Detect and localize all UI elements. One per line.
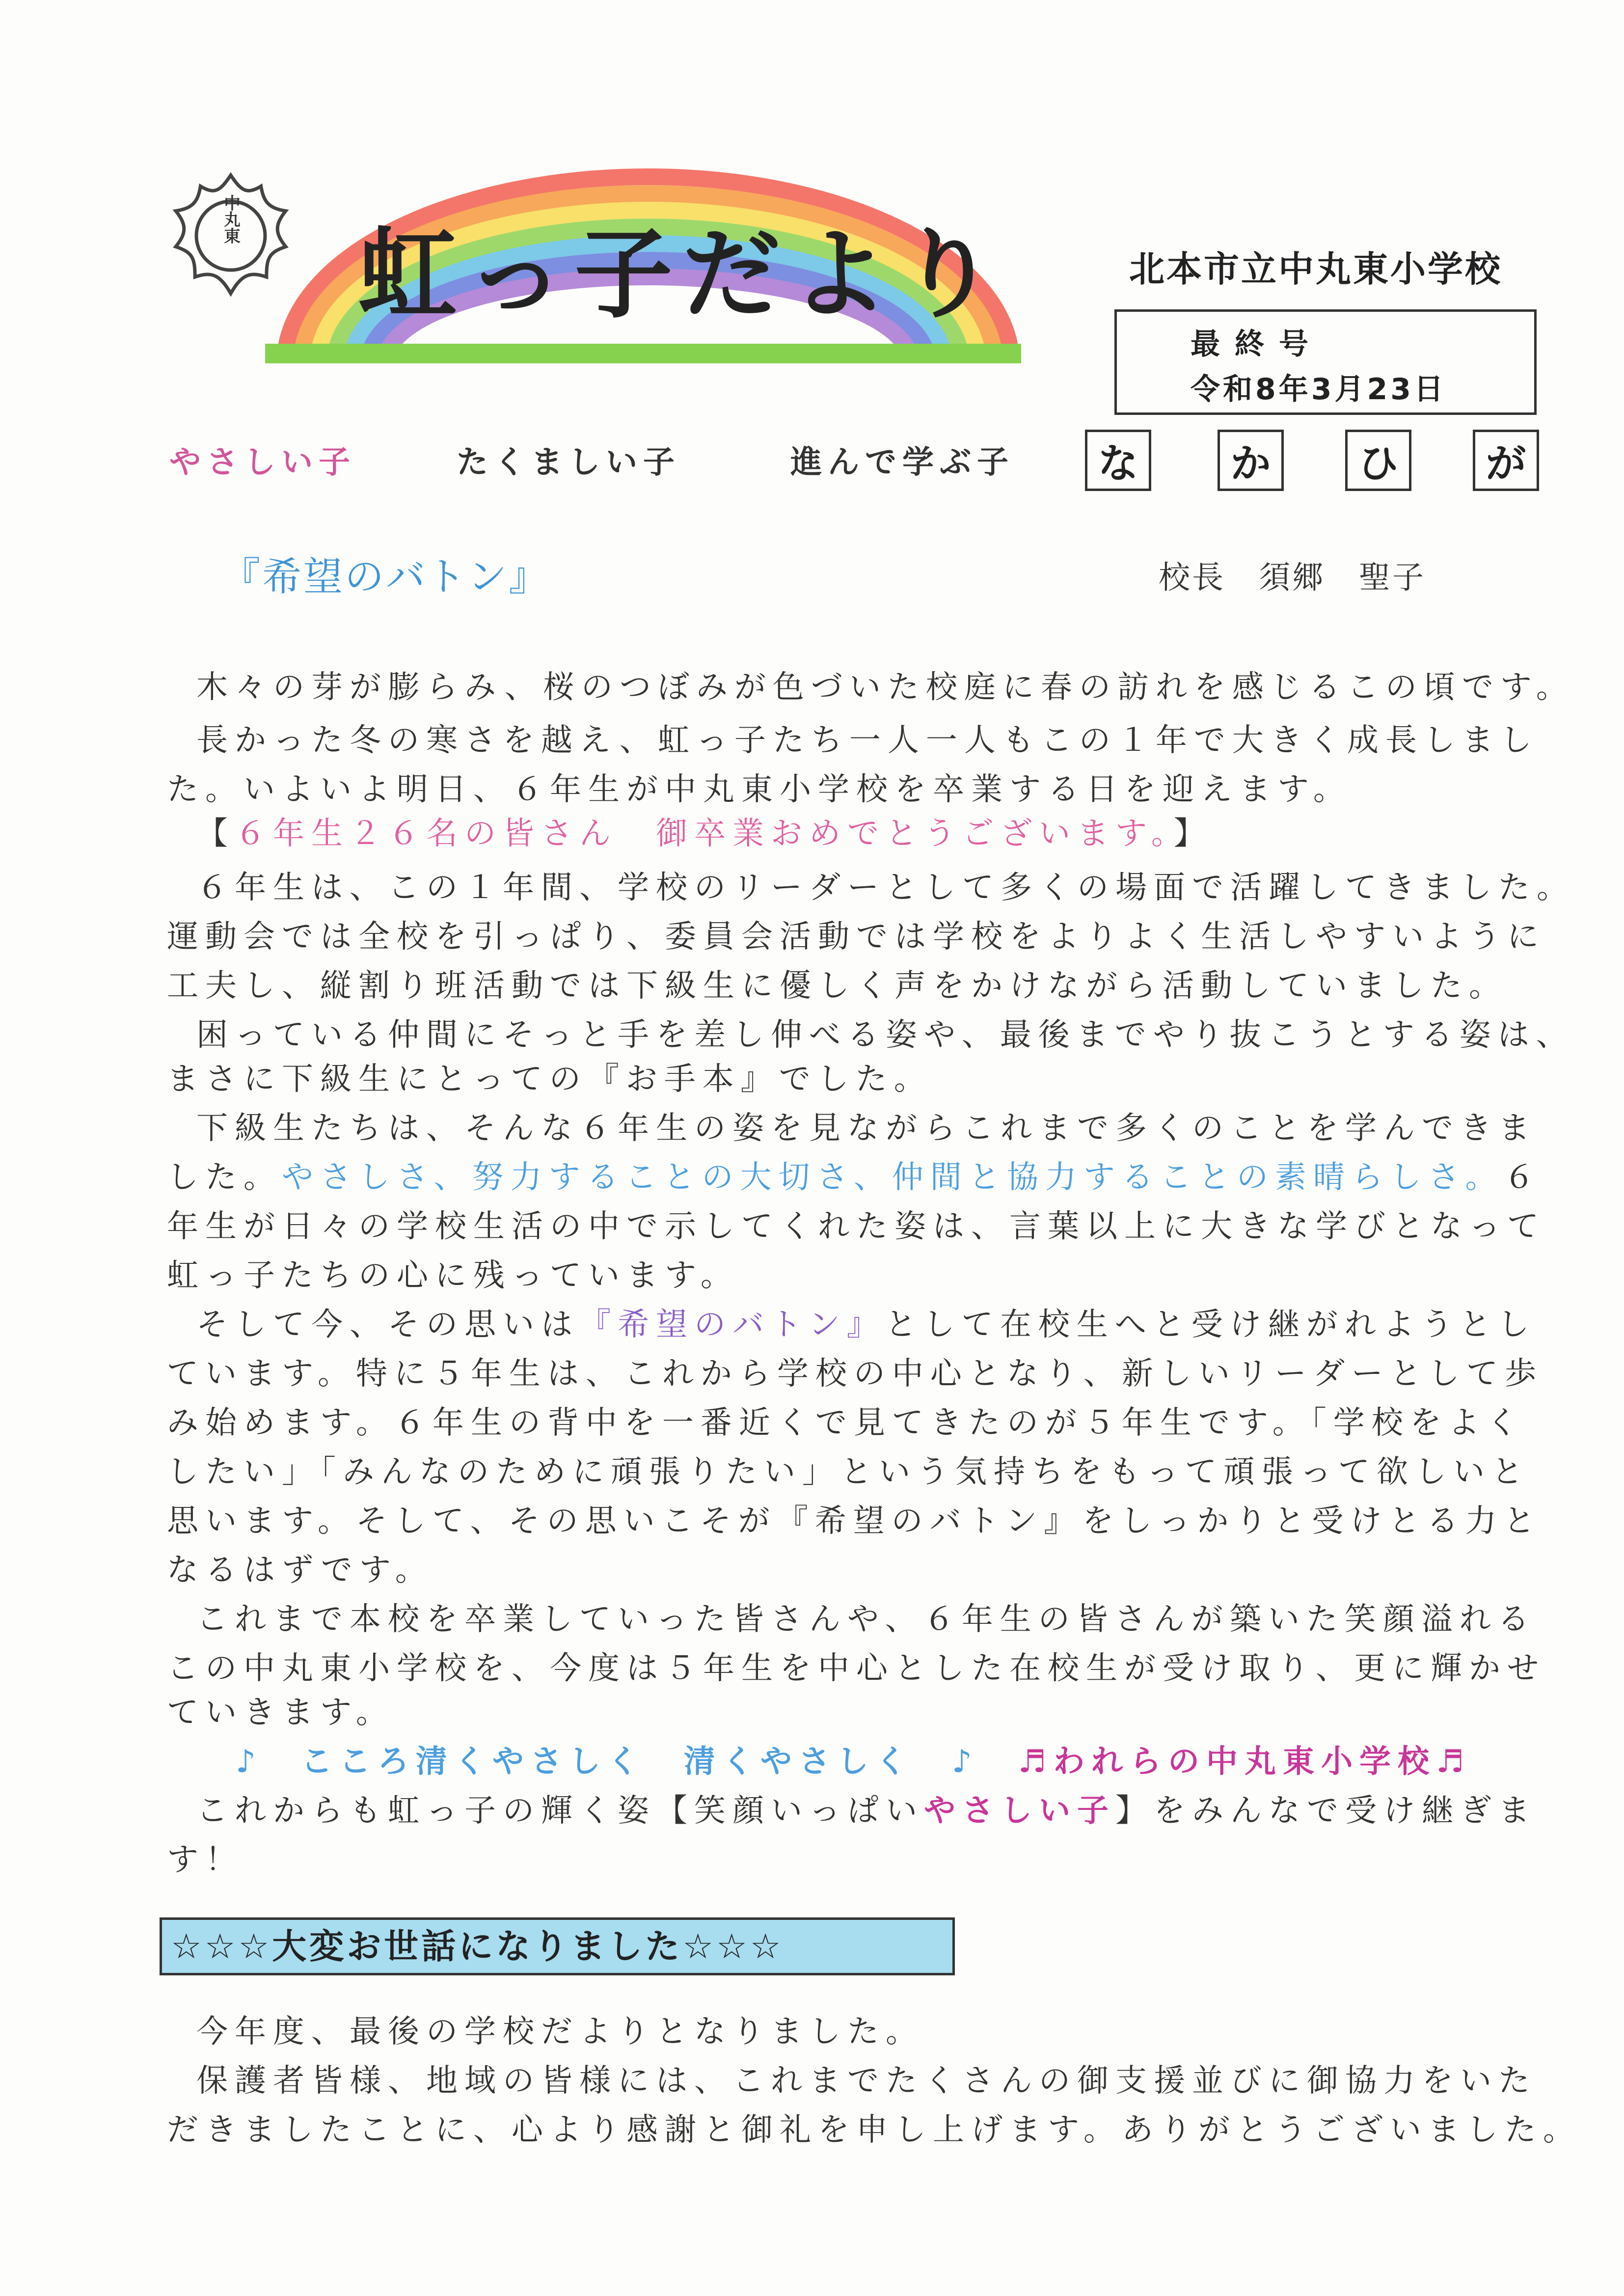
kana-box-ka: か (1218, 430, 1284, 491)
issue-label: 最終号 (1191, 327, 1323, 361)
thanks-section-heading: ☆☆☆大変お世話になりました☆☆☆ (160, 1917, 955, 1975)
line-text: た。いよいよ明日、６年生が中丸東小学校を卒業する日を迎えます。 (167, 771, 1352, 808)
line-text: まさに下級生にとっての『お手本』でした。 (167, 1061, 932, 1097)
line-text: 困っている仲間にそっと手を差し伸べる姿や、最後までやり抜こうとする姿は、 (196, 1017, 1574, 1053)
line-text: した。 (167, 1159, 282, 1196)
bracket-open: 【 (196, 816, 235, 852)
article-line (167, 1256, 739, 1295)
line-text: 運動会では全校を引っぱり、委員会活動では学校をよりよく生活しやすいように (167, 919, 1545, 955)
article-line (167, 770, 1352, 809)
line-text: なるはずです。 (167, 1552, 433, 1588)
line-text: 工夫し、縦割り班活動では下級生に優しく声をかけながら活動していました。 (167, 968, 1507, 1004)
line-text: 思います。そして、その思いこそが『希望のバトン』をしっかりと受けとる力と (167, 1503, 1542, 1539)
article-line (167, 1551, 433, 1590)
school-song-line (236, 1742, 1471, 1781)
article-line (167, 1452, 1530, 1492)
hope-baton-text: 『希望のバトン』 (579, 1307, 885, 1343)
kana-box-hi: ひ (1345, 430, 1411, 491)
line-text: これまで本校を卒業していった皆さんや、６年生の皆さんが築いた笑顔溢れる (196, 1601, 1536, 1638)
song-title: ♬われらの中丸東小学校♬ (1018, 1744, 1471, 1780)
article-line (196, 1791, 1537, 1831)
article-line (196, 868, 1575, 907)
bracket-close: 】 (1173, 816, 1212, 852)
article-author: 校長 須郷 聖子 (1159, 560, 1426, 596)
school-name: 北本市立中丸東小学校 (1129, 248, 1503, 290)
thanks-line: 今年度、最後の学校だよりとなりました。 (196, 2014, 924, 2050)
line-text: 虹っ子たちの心に残っています。 (167, 1257, 739, 1294)
article-line (196, 814, 1212, 853)
line-text: 長かった冬の寒さを越え、虹っ子たち一人一人もこの１年で大きく成長しまし (196, 722, 1539, 759)
article-line (196, 1600, 1536, 1639)
line-text: したい」「みんなのために頑張りたい」という気持ちをもって頑張って欲しいと (167, 1454, 1530, 1490)
line-text: 】をみんなで受け継ぎま (1115, 1793, 1537, 1829)
article-line (167, 1158, 1542, 1197)
article-line (167, 1649, 1545, 1688)
line-text: ６ (1503, 1159, 1542, 1196)
issue-date: 令和8年3月23日 (1191, 372, 1446, 407)
line-text: 下級生たちは、そんな６年生の姿を見ながらこれまで多くのことを学んできま (196, 1110, 1537, 1147)
article-line (167, 966, 1507, 1006)
line-text: み始めます。６年生の背中を一番近くで見てきたのが５年生です。「学校をよく (167, 1405, 1525, 1441)
logo-text: 中丸東 (221, 194, 241, 244)
article-line (167, 1060, 932, 1099)
line-text: 木々の芽が膨らみ、桜のつぼみが色づいた校庭に春の訪れを感じるこの頃です。 (196, 669, 1574, 706)
line-text: として在校生へと受け継がれようとし (885, 1307, 1536, 1343)
motto-kind: やさしい子 (169, 444, 356, 481)
line-text: これからも虹っ子の輝く姿【笑顔いっぱい (196, 1793, 924, 1829)
newsletter-title: 虹っ子だより (358, 218, 1007, 332)
kana-box-ga: が (1473, 430, 1539, 491)
line-text: ていきます。 (167, 1695, 394, 1731)
line-text: この中丸東小学校を、今度は５年生を中心とした在校生が受け取り、更に輝かせ (167, 1650, 1545, 1687)
line-text: す！ (167, 1842, 244, 1878)
article-line (167, 1502, 1542, 1541)
article-line (167, 1840, 244, 1880)
motto-learn: 進んで学ぶ子 (790, 444, 1014, 481)
kind-child-text: やさしい子 (924, 1793, 1115, 1829)
line-text: ６年生は、この１年間、学校のリーダーとして多くの場面で活躍してきました。 (196, 870, 1575, 906)
song-lyric: ♪ こころ清くやさしく 清くやさしく ♪ (236, 1744, 979, 1780)
motto-strong: たくましい子 (457, 444, 680, 481)
article-line (167, 1354, 1543, 1394)
kana-box-na: な (1085, 430, 1151, 491)
article-line (167, 1403, 1525, 1443)
article-title: 『希望のバトン』 (221, 554, 550, 600)
article-line (167, 917, 1545, 957)
thanks-line: だきましたことに、心より感謝と御礼を申し上げます。ありがとうございました。 (167, 2112, 1581, 2148)
article-line (196, 668, 1574, 707)
line-text: 年生が日々の学校生活の中で示してくれた姿は、言葉以上に大きな学びとなって (167, 1208, 1545, 1245)
line-text: そして今、その思いは (196, 1307, 579, 1343)
article-line (196, 721, 1539, 760)
congratulations-text: ６年生２６名の皆さん 御卒業おめでとうございます。 (235, 816, 1174, 852)
article-line (196, 1305, 1536, 1344)
article-line (196, 1109, 1537, 1148)
values-text: やさしさ、努力することの大切さ、仲間と協力することの素晴らしさ。 (282, 1159, 1504, 1196)
article-line (167, 1207, 1545, 1246)
thanks-line: 保護者皆様、地域の皆様には、これまでたくさんの御支援並びに御協力をいた (196, 2063, 1537, 2099)
article-line (167, 1693, 394, 1732)
line-text: ています。特に５年生は、これから学校の中心となり、新しいリーダーとして歩 (167, 1356, 1543, 1392)
article-line (196, 1015, 1574, 1055)
issue-info-box (1114, 309, 1537, 415)
